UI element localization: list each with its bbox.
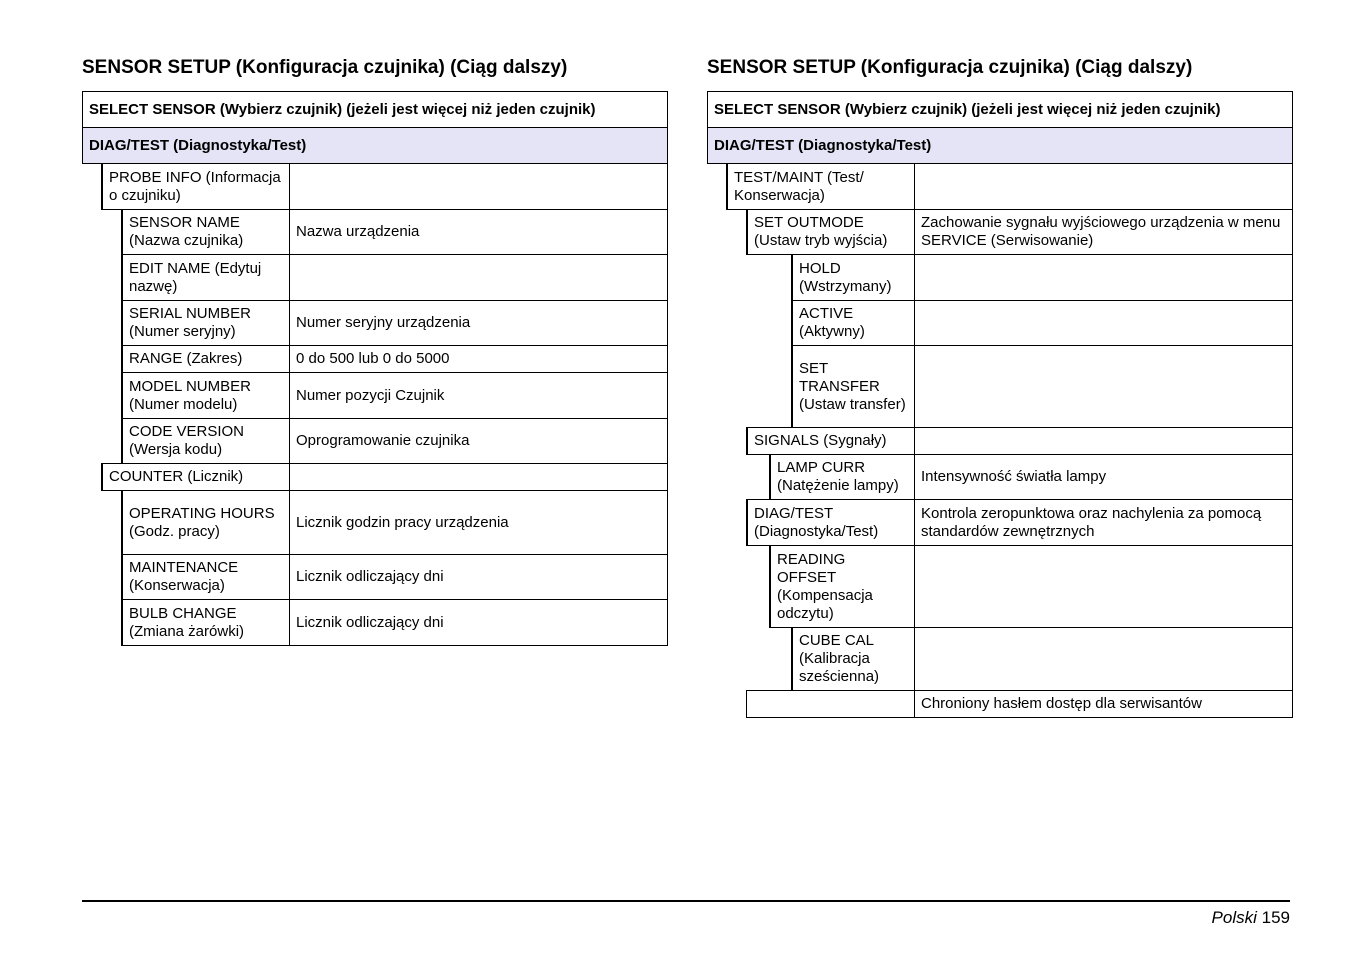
menu-item-description: Nazwa urządzenia — [290, 209, 668, 255]
table-row — [746, 427, 1293, 455]
table-row — [726, 163, 1293, 210]
menu-item-description: Chroniony hasłem dostęp dla serwisantów — [915, 690, 1293, 718]
table-row — [791, 254, 1293, 301]
menu-item-name: PROBE INFO (Informacja o czujniku) — [101, 163, 290, 210]
menu-item-description: Oprogramowanie czujnika — [290, 418, 668, 464]
table-row — [746, 209, 1293, 255]
menu-item-name: MODEL NUMBER (Numer modelu) — [121, 372, 290, 419]
menu-item-description — [915, 345, 1293, 428]
right-section-heading: SENSOR SETUP (Konfiguracja czujnika) (Ciąg dalszy) — [707, 57, 1193, 78]
table-row — [791, 300, 1293, 346]
table-row — [121, 345, 668, 373]
table-row — [769, 545, 1293, 628]
table-row — [121, 209, 668, 255]
menu-item-description: Licznik odliczający dni — [290, 554, 668, 600]
menu-item-description — [290, 254, 668, 301]
menu-item-name: CUBE CAL (Kalibracja sześcienna) — [791, 627, 915, 691]
menu-item-description: Zachowanie sygnału wyjściowego urządzenia w menu SERVICE (Serwisowanie) — [915, 209, 1293, 255]
table-row — [121, 254, 668, 301]
menu-item-description: Kontrola zeropunktowa oraz nachylenia za pomocą standardów zewnętrznych — [915, 499, 1293, 546]
menu-item-name: CODE VERSION (Wersja kodu) — [121, 418, 290, 464]
footer-divider — [82, 900, 1290, 902]
menu-item-description: Numer seryjny urządzenia — [290, 300, 668, 346]
left-diag-test-header: DIAG/TEST (Diagnostyka/Test) — [82, 127, 668, 164]
right-select-sensor-header: SELECT SENSOR (Wybierz czujnik) (jeżeli jest więcej niż jeden czujnik) — [707, 91, 1293, 128]
menu-item-name: ACTIVE (Aktywny) — [791, 300, 915, 346]
table-row — [746, 690, 1293, 718]
menu-item-description: 0 do 500 lub 0 do 5000 — [290, 345, 668, 373]
menu-item-name: OPERATING HOURS (Godz. pracy) — [121, 490, 290, 555]
menu-item-name: MAINTENANCE (Konserwacja) — [121, 554, 290, 600]
menu-item-name: RANGE (Zakres) — [121, 345, 290, 373]
table-row — [121, 599, 668, 646]
table-row — [101, 163, 668, 210]
menu-item-description: Numer pozycji Czujnik — [290, 372, 668, 419]
menu-item-name: SET TRANSFER (Ustaw transfer) — [791, 345, 915, 428]
footer-language: Polski — [1211, 908, 1257, 927]
menu-item-name: EDIT NAME (Edytuj nazwę) — [121, 254, 290, 301]
left-select-sensor-header: SELECT SENSOR (Wybierz czujnik) (jeżeli jest więcej niż jeden czujnik) — [82, 91, 668, 128]
menu-item-description — [915, 427, 1293, 455]
menu-item-name: SET OUTMODE (Ustaw tryb wyjścia) — [746, 209, 915, 255]
right-diag-test-header: DIAG/TEST (Diagnostyka/Test) — [707, 127, 1293, 164]
menu-item-name: SENSOR NAME (Nazwa czujnika) — [121, 209, 290, 255]
menu-item-description: Intensywność światła lampy — [915, 454, 1293, 500]
menu-item-description — [290, 163, 668, 210]
page-footer — [1212, 908, 1290, 928]
table-row — [121, 490, 668, 555]
menu-item-name: SERIAL NUMBER (Numer seryjny) — [121, 300, 290, 346]
left-section-heading: SENSOR SETUP (Konfiguracja czujnika) (Ciąg dalszy) — [82, 57, 568, 78]
menu-item-name — [746, 690, 915, 718]
menu-item-description — [915, 545, 1293, 628]
menu-item-description — [915, 163, 1293, 210]
table-row — [769, 454, 1293, 500]
menu-item-name: HOLD (Wstrzymany) — [791, 254, 915, 301]
menu-item-name: READING OFFSET (Kompensacja odczytu) — [769, 545, 915, 628]
table-row — [121, 372, 668, 419]
menu-item-description — [915, 627, 1293, 691]
menu-item-name: BULB CHANGE (Zmiana żarówki) — [121, 599, 290, 646]
menu-item-description: Licznik godzin pracy urządzenia — [290, 490, 668, 555]
menu-item-description — [915, 300, 1293, 346]
menu-item-name: COUNTER (Licznik) — [101, 463, 290, 491]
table-row — [791, 345, 1293, 428]
table-row — [101, 463, 668, 491]
menu-item-description — [290, 463, 668, 491]
page-number: 159 — [1261, 908, 1290, 927]
menu-item-name: SIGNALS (Sygnały) — [746, 427, 915, 455]
table-row — [791, 627, 1293, 691]
table-row — [121, 418, 668, 464]
table-row — [746, 499, 1293, 546]
menu-item-name: LAMP CURR (Natężenie lampy) — [769, 454, 915, 500]
table-row — [121, 300, 668, 346]
menu-item-name: TEST/MAINT (Test/ Konserwacja) — [726, 163, 915, 210]
menu-item-name: DIAG/TEST (Diagnostyka/Test) — [746, 499, 915, 546]
table-row — [121, 554, 668, 600]
menu-item-description — [915, 254, 1293, 301]
menu-item-description: Licznik odliczający dni — [290, 599, 668, 646]
